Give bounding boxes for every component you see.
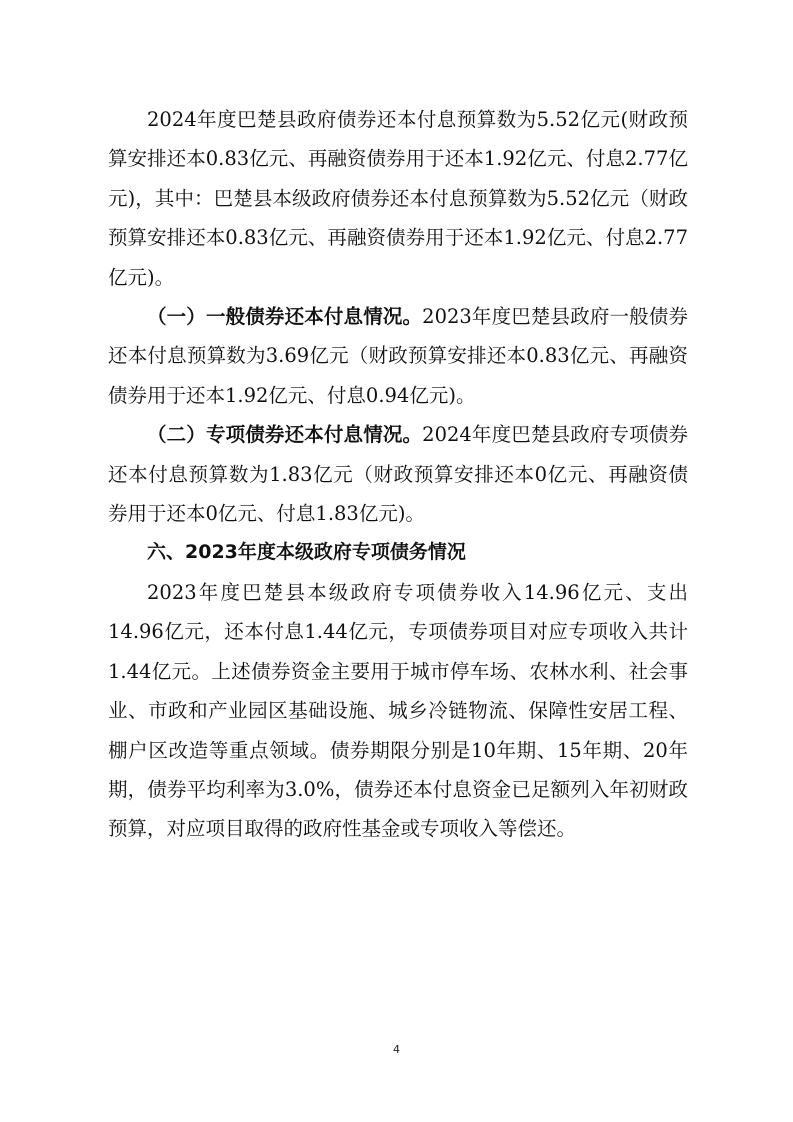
- paragraph-lead-heading: （二）专项债券还本付息情况。: [147, 423, 423, 447]
- paragraph-special-debt-details: [108, 573, 688, 849]
- paragraph-text: 2024年度巴楚县政府专项债券还本付息预算数为1.83亿元（财政预算安排还本0亿元、再融资债券用于还本0亿元、付息1.83亿元)。: [108, 423, 688, 526]
- paragraph-special-bonds: [108, 415, 688, 533]
- paragraph-text: 2023年度巴楚县政府一般债券还本付息预算数为3.69亿元（财政预算安排还本0.83亿元、再融资债券用于还本1.92亿元、付息0.94亿元)。: [108, 305, 688, 407]
- paragraph-text: 2023年度巴楚县本级政府专项债券收入14.96亿元、支出14.96亿元，还本付息1.44亿元，专项债券项目对应专项收入共计1.44亿元。上述债券资金主要用于城市停车场、农林水利、社会事业、市政和产业园区基础设施、城乡冷链物流、保障性安居工程、棚户区改造等重点领域。债券期限分别是10年期、15年期、20年期，债券平均利率为3.0%，债券还本付息资金已足额列入年初财政预算，对应项目取得的政府性基金或专项收入等偿还。: [108, 580, 688, 841]
- section-heading: 六、2023年度本级政府专项债务情况: [147, 541, 466, 564]
- paragraph-lead-heading: （一）一般债券还本付息情况。: [147, 305, 423, 329]
- document-page: [108, 100, 688, 849]
- paragraph-debt-service-overview: [108, 100, 688, 297]
- paragraph-general-bonds: [108, 297, 688, 415]
- page-number: 4: [393, 1043, 400, 1056]
- paragraph-text: 2024年度巴楚县政府债券还本付息预算数为5.52亿元(财政预算安排还本0.83亿元、再融资债券用于还本1.92亿元、付息2.77亿元)，其中：巴楚县本级政府债券还本付息预算数为5.52亿元（财政预算安排还本0.83亿元、再融资债券用于还本1.92亿元、付息2.77亿元)。: [108, 108, 688, 289]
